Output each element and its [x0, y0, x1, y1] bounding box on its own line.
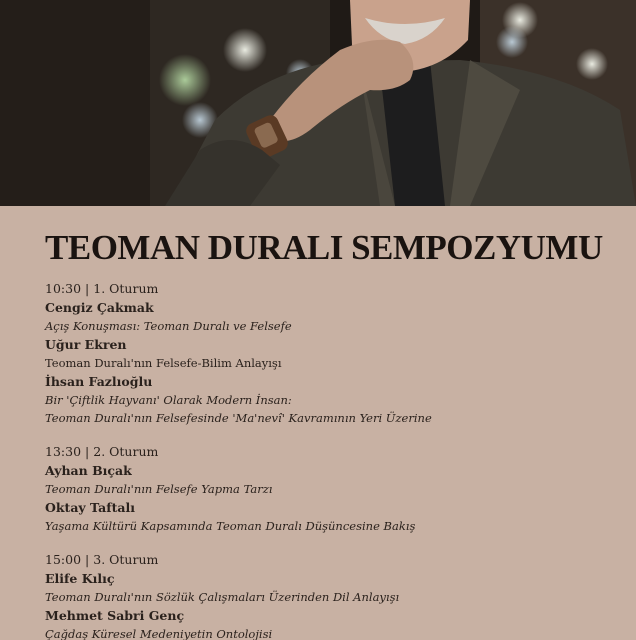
session-label: 1. Oturum: [93, 281, 159, 296]
session-time: 13:30: [45, 444, 82, 459]
talk-topic: Çağdaş Küresel Medeniyetin Ontolojisi: [45, 627, 273, 640]
speaker-name: Cengiz Çakmak: [45, 300, 154, 315]
speaker-name: Uğur Ekren: [45, 337, 127, 352]
separator: |: [85, 444, 90, 459]
session-1: [45, 280, 615, 427]
speaker-name: Mehmet Sabri Genç: [45, 608, 185, 623]
separator: |: [85, 281, 90, 296]
session-label: 3. Oturum: [93, 552, 159, 567]
talk-topic: Açış Konuşması: Teoman Duralı ve Felsefe: [45, 319, 292, 333]
session-header: [45, 280, 615, 298]
session-time: 10:30: [45, 281, 82, 296]
session-label: 2. Oturum: [93, 444, 159, 459]
speaker-name: İhsan Fazlıoğlu: [45, 374, 153, 389]
speaker-name: Elife Kılıç: [45, 571, 115, 586]
portrait-illustration: [0, 0, 636, 206]
session-header: [45, 443, 615, 461]
separator: |: [85, 552, 90, 567]
session-header: [45, 551, 615, 569]
talk-topic: Teoman Duralı'nın Felsefe-Bilim Anlayışı: [45, 356, 282, 370]
program-content: [0, 206, 636, 640]
page-title: TEOMAN DURALI SEMPOZYUMU: [45, 228, 603, 267]
talk-topic: Teoman Duralı'nın Felsefesinde 'Ma'nevî' Kavramının Yeri Üzerine: [45, 411, 432, 425]
talk-topic: Teoman Duralı'nın Felsefe Yapma Tarzı: [45, 482, 273, 496]
sessions-list: [45, 280, 615, 640]
talk-topic: Bir 'Çiftlik Hayvanı' Olarak Modern İnsan:: [45, 393, 292, 407]
speaker-name: Oktay Taftalı: [45, 500, 135, 515]
session-time: 15:00: [45, 552, 82, 567]
talk-topic: Teoman Duralı'nın Sözlük Çalışmaları Üzerinden Dil Anlayışı: [45, 590, 400, 604]
session-3: [45, 551, 615, 640]
portrait-photo: [0, 0, 636, 206]
speaker-name: Ayhan Bıçak: [45, 463, 132, 478]
session-2: [45, 443, 615, 535]
talk-topic: Yaşama Kültürü Kapsamında Teoman Duralı Düşüncesine Bakış: [45, 519, 416, 533]
